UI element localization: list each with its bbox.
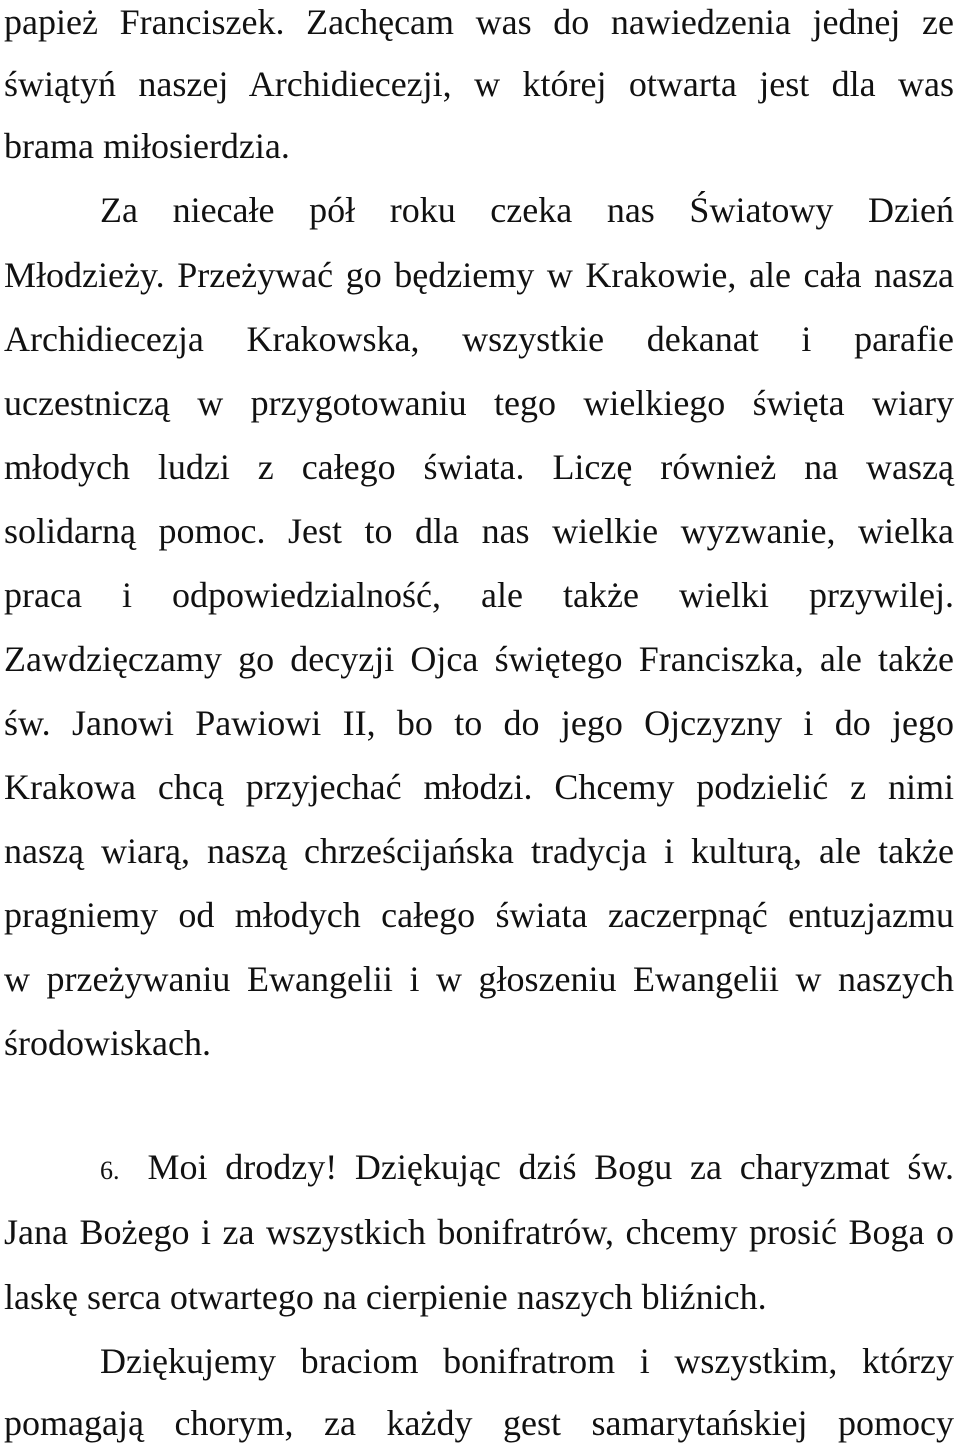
text-line: młodych ludzi z całego świata. Liczę również na waszą bbox=[4, 447, 954, 487]
text-line: Krakowa chcą przyjechać młodzi. Chcemy podzielić z nimi bbox=[4, 767, 954, 807]
text-line: Młodzieży. Przeżywać go będziemy w Krakowie, ale cała nasza bbox=[4, 255, 954, 295]
text-line: pomagają chorym, za każdy gest samarytańskiej pomocy bbox=[4, 1403, 954, 1443]
text-line: świątyń naszej Archidiecezji, w której otwarta jest dla was bbox=[4, 64, 954, 104]
text-line: św. Janowi Pawiowi II, bo to do jego Ojczyzny i do jego bbox=[4, 703, 954, 743]
text-line: solidarną pomoc. Jest to dla nas wielkie wyzwanie, wielka bbox=[4, 511, 954, 551]
text-line: uczestniczą w przygotowaniu tego wielkiego święta wiary bbox=[4, 383, 954, 423]
numbered-paragraph-line bbox=[100, 1145, 954, 1189]
text-line: Zawdzięczamy go decyzji Ojca świętego Franciszka, ale także bbox=[4, 639, 954, 679]
text-line: w przeżywaniu Ewangelii i w głoszeniu Ewangelii w naszych bbox=[4, 959, 954, 999]
text-line: brama miłosierdzia. bbox=[4, 126, 290, 166]
text-line: Dziękujemy braciom bonifratrom i wszystkim, którzy bbox=[100, 1341, 954, 1381]
text-line: laskę serca otwartego na cierpienie naszych bliźnich. bbox=[4, 1277, 767, 1317]
text-line: pragniemy od młodych całego świata zaczerpnąć entuzjazmu bbox=[4, 895, 954, 935]
text-line: papież Franciszek. Zachęcam was do nawiedzenia jednej ze bbox=[4, 2, 954, 42]
text-line: Archidiecezja Krakowska, wszystkie dekanat i parafie bbox=[4, 319, 954, 359]
text-line: Za niecałe pół roku czeka nas Światowy Dzień bbox=[100, 190, 954, 230]
text-line: środowiskach. bbox=[4, 1023, 211, 1063]
text-line: naszą wiarą, naszą chrześcijańska tradycja i kulturą, ale także bbox=[4, 831, 954, 871]
text-line: Moi drodzy! Dziękując dziś Bogu za charyzmat św. bbox=[147, 1147, 954, 1187]
section-number: 6. bbox=[100, 1156, 120, 1185]
text-line: Jana Bożego i za wszystkich bonifratrów, chcemy prosić Boga o bbox=[4, 1212, 954, 1252]
text-line: praca i odpowiedzialność, ale także wielki przywilej. bbox=[4, 575, 954, 615]
